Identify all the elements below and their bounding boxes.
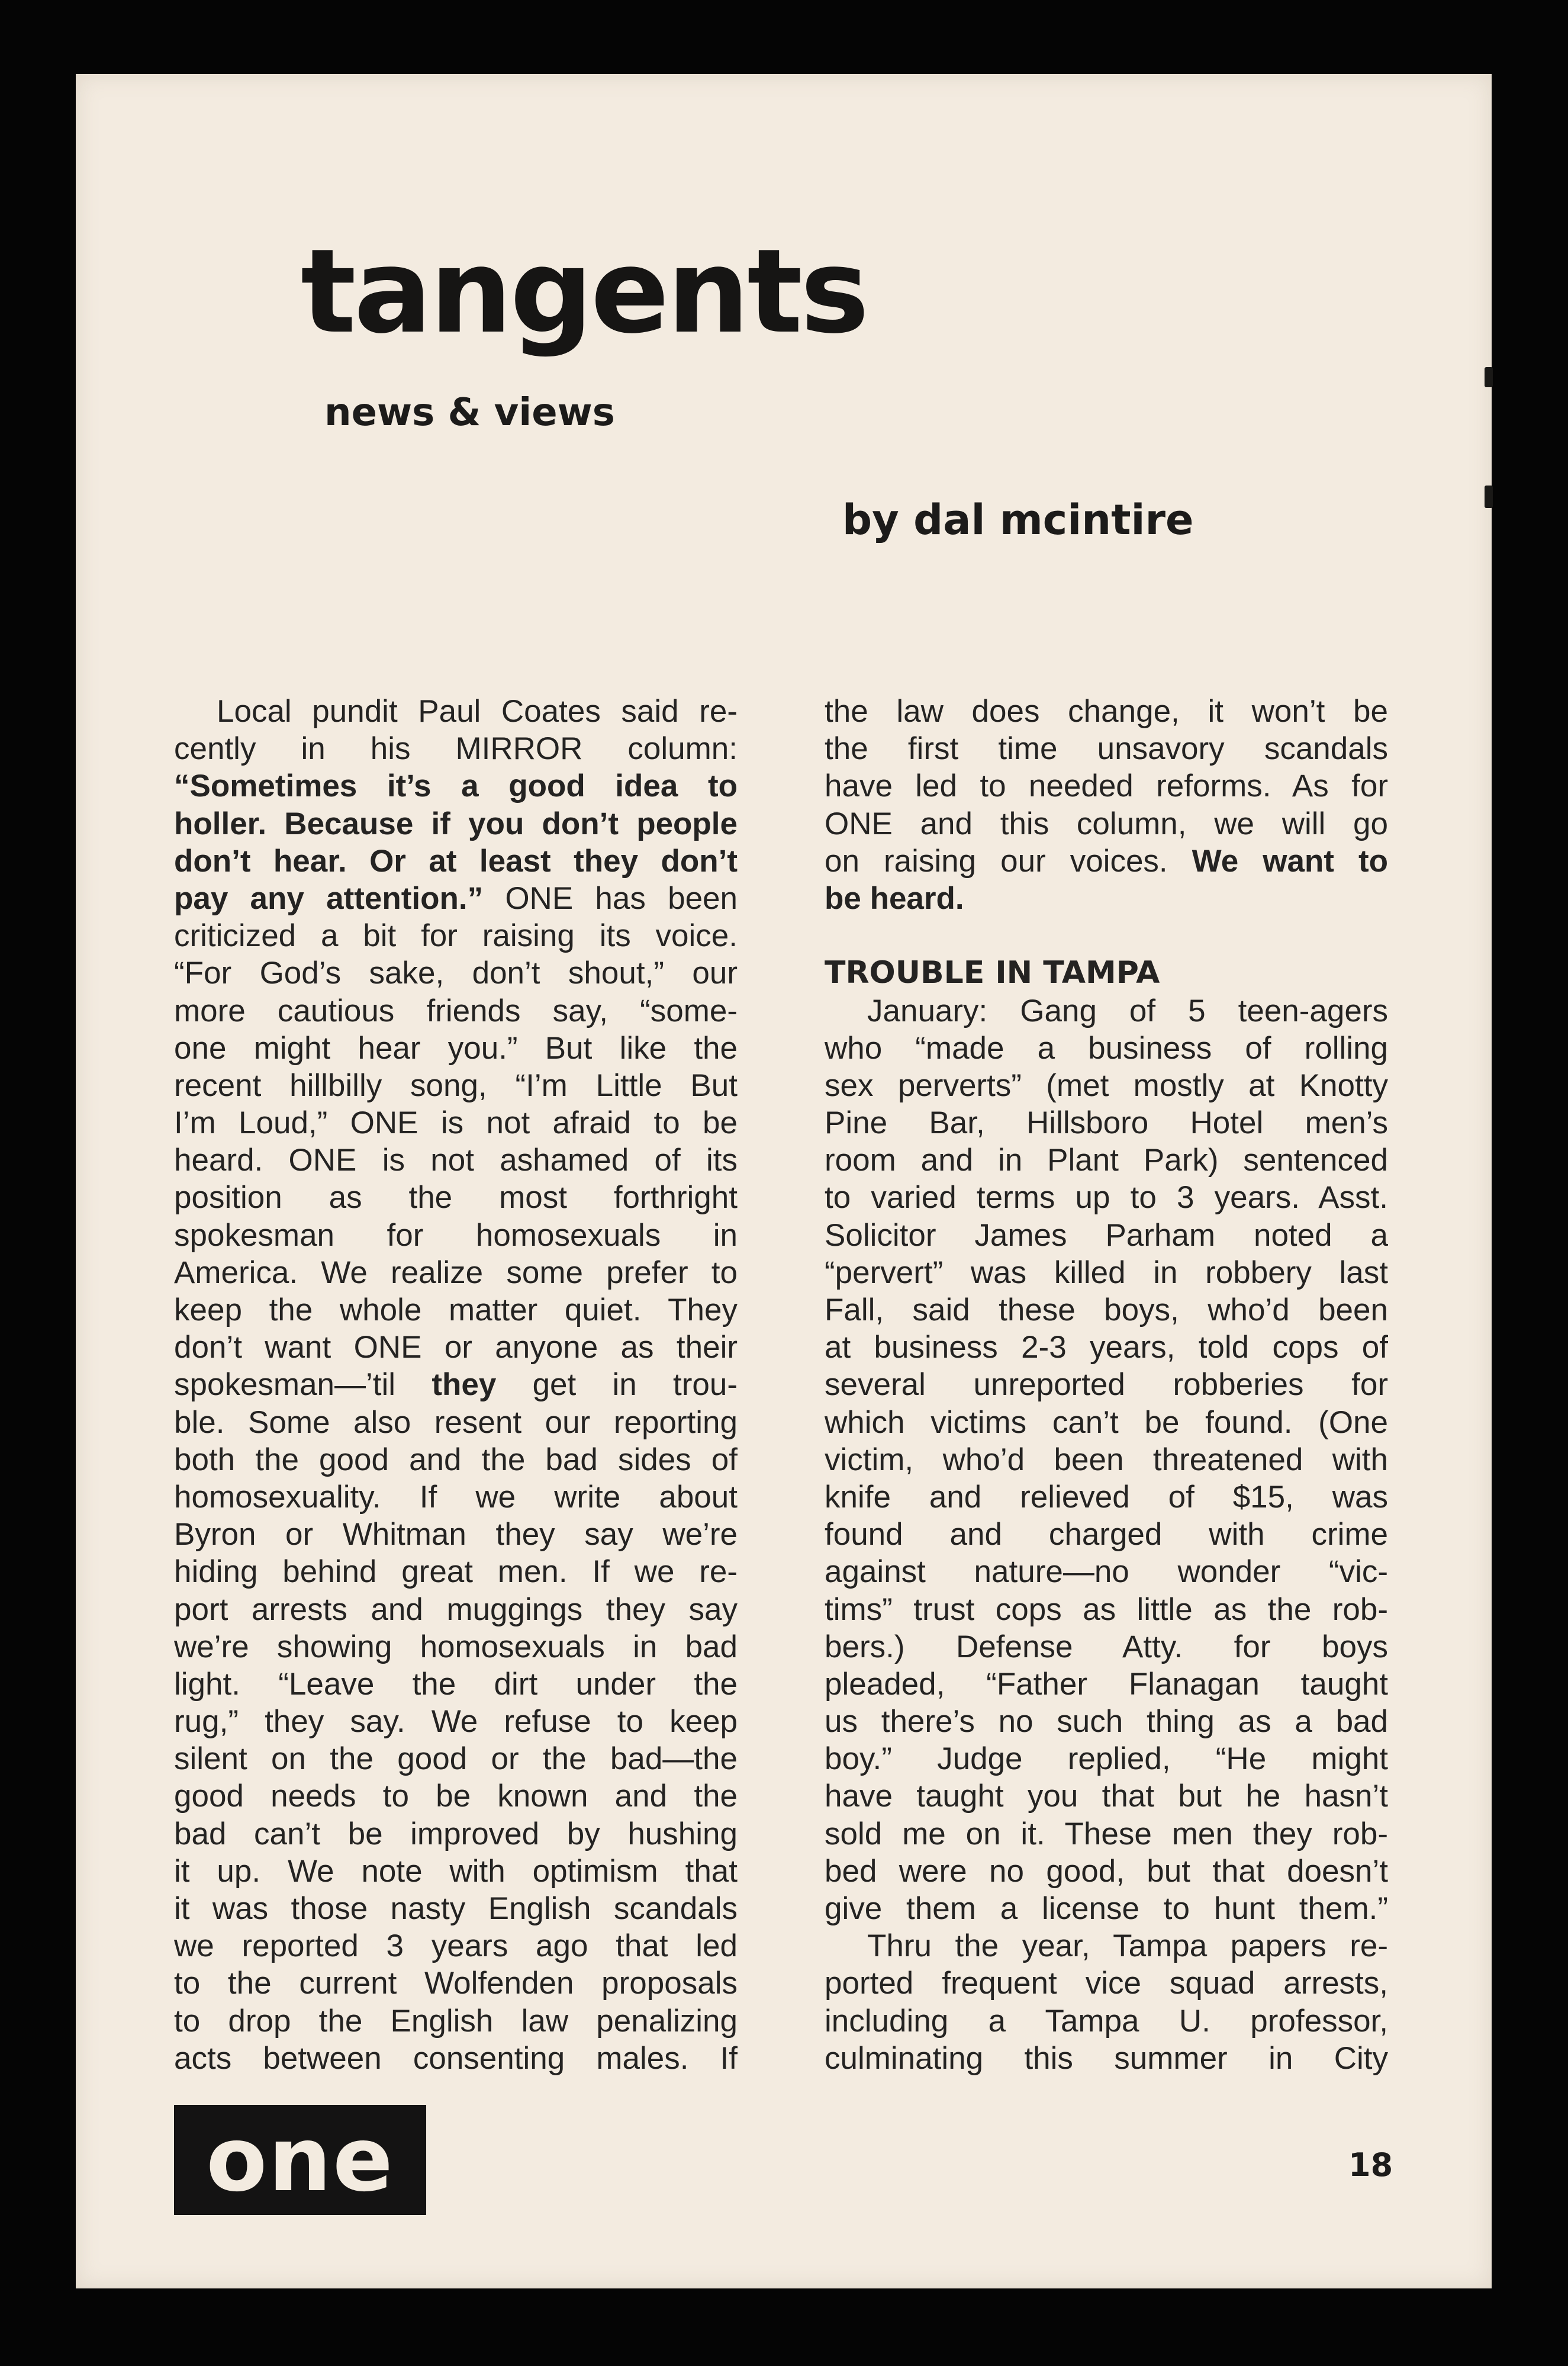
article-line: including a Tampa U. professor,: [825, 2003, 1388, 2039]
article-line: [174, 880, 738, 917]
article-line: have taught you that but he hasn’t: [825, 1779, 1388, 1814]
article-line: America. We realize some prefer to: [174, 1255, 738, 1290]
article-line: against nature—no wonder “vic-: [825, 1554, 1388, 1590]
article-line: [825, 843, 1388, 880]
article-line: one might hear you.” But like the: [174, 1030, 738, 1066]
article-line: criticized a bit for raising its voice.: [174, 918, 738, 954]
article-line: knife and relieved of $15, was: [825, 1479, 1388, 1515]
article-line: who “made a business of rolling: [825, 1030, 1388, 1066]
article-line: both the good and the bad sides of: [174, 1442, 738, 1477]
article-line: pleaded, “Father Flanagan taught: [825, 1666, 1388, 1702]
page-subtitle: news & views: [324, 391, 615, 435]
article-line: it was those nasty English scandals: [174, 1891, 738, 1926]
article-line: found and charged with crime: [825, 1517, 1388, 1552]
article-line: [174, 1366, 738, 1403]
article-line: boy.” Judge replied, “He might: [825, 1741, 1388, 1777]
article-line: the first time unsavory scandals: [825, 731, 1388, 767]
article-line: ported frequent vice squad arrests,: [825, 1966, 1388, 2001]
article-line: spokesman for homosexuals in: [174, 1217, 738, 1253]
article-line: room and in Plant Park) sentenced: [825, 1143, 1388, 1178]
article-line: “For God’s sake, don’t shout,” our: [174, 956, 738, 991]
article-line: hiding behind great men. If we re-: [174, 1554, 738, 1590]
article-line: Local pundit Paul Coates said re-: [217, 694, 738, 729]
article-line: Thru the year, Tampa papers re-: [867, 1928, 1388, 1964]
article-line: I’m Loud,” ONE is not afraid to be: [174, 1105, 738, 1141]
author-byline: by dal mcintire: [842, 496, 1194, 544]
article-line: homosexuality. If we write about: [174, 1479, 738, 1515]
article-line: sex perverts” (met mostly at Knotty: [825, 1068, 1388, 1103]
bold-text: pay any attention.”: [174, 880, 484, 916]
article-line: recent hillbilly song, “I’m Little But: [174, 1068, 738, 1103]
article-line: at business 2-3 years, told cops of: [825, 1330, 1388, 1365]
article-line: us there’s no such thing as a bad: [825, 1704, 1388, 1740]
article-line: ONE and this column, we will go: [825, 806, 1388, 841]
article-line: keep the whole matter quiet. They: [174, 1293, 738, 1327]
edge-mark-lower: [1485, 486, 1493, 508]
article-line: bed were no good, but that doesn’t: [825, 1853, 1388, 1889]
page-number: 18: [1348, 2146, 1393, 2184]
one-magazine-logo: one: [174, 2105, 426, 2215]
article-line: the law does change, it won’t be: [825, 694, 1388, 729]
text-run: get in trou-: [496, 1367, 738, 1403]
article-line: rug,” they say. We refuse to keep: [174, 1704, 738, 1740]
page-title: tangents: [301, 224, 867, 359]
article-line: holler. Because if you don’t people: [174, 806, 738, 841]
article-line: acts between consenting males. If: [174, 2040, 738, 2076]
article-line: “pervert” was killed in robbery last: [825, 1255, 1388, 1290]
article-line: silent on the good or the bad—the: [174, 1741, 738, 1777]
bold-text: they: [432, 1367, 497, 1403]
article-line: port arrests and muggings they say: [174, 1592, 738, 1627]
article-line: Pine Bar, Hillsboro Hotel men’s: [825, 1105, 1388, 1141]
article-line: to varied terms up to 3 years. Asst.: [825, 1180, 1388, 1216]
text-run: on raising our voices.: [825, 843, 1192, 879]
article-column-right: [825, 693, 1388, 2077]
article-line: to drop the English law penalizing: [174, 2003, 738, 2039]
article-line: we reported 3 years ago that led: [174, 1928, 738, 1964]
article-line: good needs to be known and the: [174, 1779, 738, 1814]
article-line: sold me on it. These men they rob-: [825, 1816, 1388, 1851]
article-line: be heard.: [825, 880, 964, 916]
magazine-page: [76, 74, 1492, 2288]
article-line: several unreported robberies for: [825, 1367, 1388, 1403]
article-line: tims” trust cops as little as the rob-: [825, 1592, 1388, 1627]
text-run: spokesman—’til: [174, 1367, 432, 1403]
article-line: heard. ONE is not ashamed of its: [174, 1143, 738, 1178]
text-run: ONE has been: [483, 880, 738, 916]
article-line: victim, who’d been threatened with: [825, 1442, 1388, 1477]
article-line: more cautious friends say, “some-: [174, 993, 738, 1028]
article-line: don’t hear. Or at least they don’t: [174, 843, 738, 879]
article-line: Byron or Whitman they say we’re: [174, 1517, 738, 1552]
article-line: give them a license to hunt them.”: [825, 1891, 1388, 1926]
article-line: Fall, said these boys, who’d been: [825, 1293, 1388, 1327]
article-line: ble. Some also resent our reporting: [174, 1404, 738, 1440]
article-line: don’t want ONE or anyone as their: [174, 1330, 738, 1365]
article-line: culminating this summer in City: [825, 2040, 1388, 2076]
bold-text: We want to: [1192, 843, 1388, 879]
article-line: cently in his MIRROR column:: [174, 731, 738, 767]
article-line: light. “Leave the dirt under the: [174, 1666, 738, 1702]
article-line: it up. We note with optimism that: [174, 1853, 738, 1889]
paragraph-spacer: [825, 917, 1388, 954]
article-column-left: [174, 693, 738, 2077]
article-line: have led to needed reforms. As for: [825, 769, 1388, 804]
section-heading: TROUBLE IN TAMPA: [825, 955, 1160, 991]
article-line: which victims can’t be found. (One: [825, 1404, 1388, 1440]
article-line: we’re showing homosexuals in bad: [174, 1629, 738, 1664]
edge-mark-upper: [1485, 367, 1493, 387]
article-line: position as the most forthright: [174, 1180, 738, 1216]
article-line: bers.) Defense Atty. for boys: [825, 1629, 1388, 1664]
article-line: bad can’t be improved by hushing: [174, 1816, 738, 1851]
article-line: January: Gang of 5 teen-agers: [867, 993, 1388, 1028]
article-line: Solicitor James Parham noted a: [825, 1217, 1388, 1253]
article-line: to the current Wolfenden proposals: [174, 1966, 738, 2001]
article-line: “Sometimes it’s a good idea to: [174, 769, 738, 804]
